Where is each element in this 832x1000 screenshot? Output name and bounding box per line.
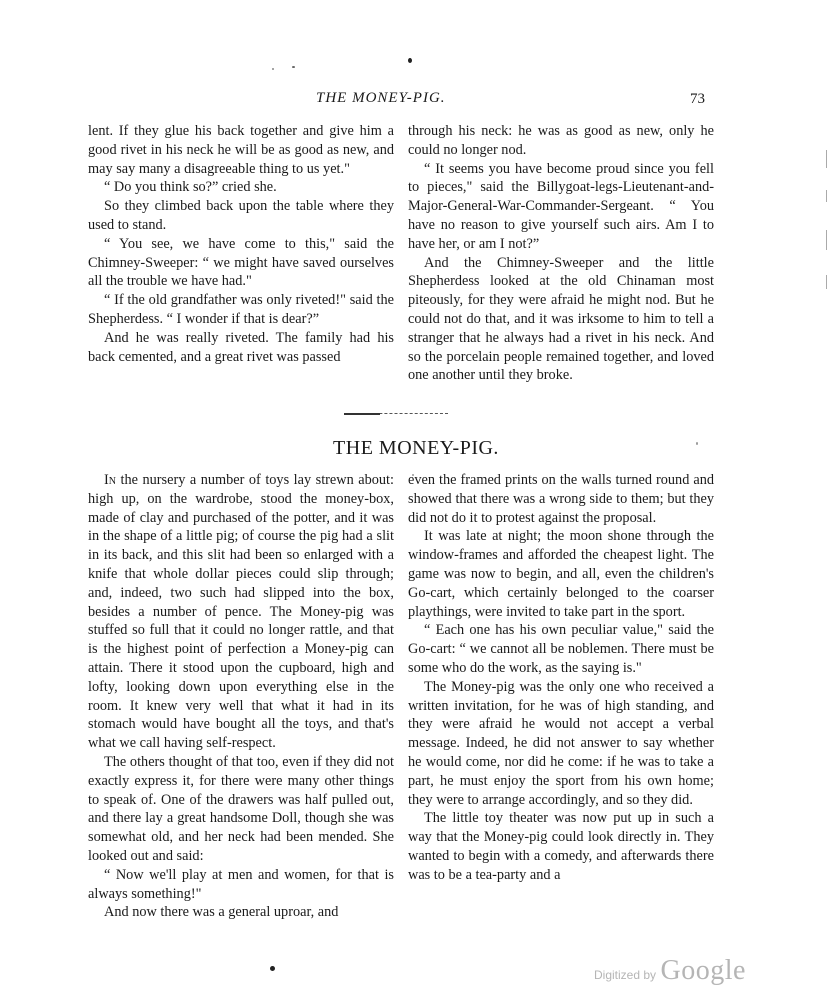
paragraph: “ If the old grandfather was only riveted!" said the Shepherdess. “ I wonder if that is dear?” [88,292,394,327]
paragraph: “ Now we'll play at men and women, for that is always something!" [88,866,394,902]
paragraph: lent. If they glue his back together and give him a good rivet in his neck he will be as good as new, and may say many a disagreeable thing to us yet." [88,123,394,177]
upper-left-column [88,122,394,366]
paragraph: It was late at night; the moon shone through the window-frames and afforded the cheapest light. The game was now to begin, and all, even the children's Go-cart, which certainly belonged to the coarser playthings, were invited to take part in the sport. [408,528,714,620]
digitization-watermark [594,955,746,987]
paragraph: “ Each one has his own peculiar value," said the Go-cart: “ we cannot all be noblemen. There must be some who do the work, as the saying is." [408,622,714,676]
opening-text: the nursery a number of toys lay strewn about: high up, on the wardrobe, stood the money-box, made of clay and purchased of the potter, and it was in the shape of a little pig; of course the pig had a slit in its back, and this slit had been so enlarged with a knife that whole dollar pieces could slip through; and, indeed, two such had slipped into the box, besides a number of pence. The Money-pig was stuffed so full that it could no longer rattle, and that is the highest point of perfection a Money-pig can attain. There it stood upon the cupboard, high and lofty, looking down upon everything else in the room. It knew very well that what it had in its stomach would have bought all the toys, and that's what we call having self-respect. [88,472,394,752]
edge-mark [826,150,827,168]
ink-dot [408,58,412,63]
page-number: 73 [690,91,705,107]
ink-dot [270,966,275,971]
edge-mark [826,190,827,202]
ink-speck [272,68,274,70]
running-title: THE MONEY-PIG. [316,90,446,106]
paragraph: “ Do you think so?” cried she. [104,179,277,196]
paragraph: And he was really riveted. The family had his back cemented, and a great rivet was passed [88,329,394,365]
section-divider [344,413,448,415]
watermark-prefix: Digitized by [594,968,657,982]
lower-left-column [88,471,394,922]
edge-mark [826,230,827,250]
lower-right-column [408,471,714,885]
paragraph: And now there was a general uproar, and [104,904,339,921]
paragraph: The Money-pig was the only one who received a written invitation, for he was of high standing, and they were afraid he would not accept a verbal message. Indeed, he did not answer to say whether he would come, nor did he come: if he was to take a part, he must enjoy the sport from his own home; they were to arrange accordingly, and so they did. [408,678,714,808]
upper-right-column [408,122,714,385]
edge-mark [826,275,827,289]
paragraph: “ You see, we have come to this," said the Chimney-Sweeper: “ we might have saved ourselves all the trouble we have had." [88,235,394,290]
ink-speck [292,66,295,68]
opening-paragraph [88,471,394,753]
paragraph: The others thought of that too, even if they did not exactly express it, for there were many other things to speak of. One of the drawers was half pulled out, and there lay a great handsome Doll, though she was somewhat old, and her neck had been mended. She looked out and said: [88,753,394,864]
story-title: THE MONEY-PIG. [333,437,499,459]
watermark-brand: Google [660,955,746,986]
paragraph: And the Chimney-Sweeper and the little Shepherdess looked at the old Chinaman most piteously, for they were afraid he might nod. But he could not do that, and it was irksome to him to tell a stranger that he always had a rivet in his neck. And so the porcelain people remained together, and loved one another until they broke. [408,254,714,384]
opening-word: In [104,472,116,488]
paragraph: The little toy theater was now put up in such a way that the Money-pig could look directly in. They wanted to begin with a comedy, and afterwards there was to be a tea-party and a [408,810,714,883]
paragraph: So they climbed back upon the table where they used to stand. [88,198,394,233]
paragraph: through his neck: he was as good as new, only he could no longer nod. [408,123,714,158]
page-edge-marks [826,150,830,300]
paragraph: even the framed prints on the walls turned round and showed that there was a wrong side to them; but they did not do it to protest against the proposal. [408,472,714,526]
paragraph: “ It seems you have become proud since you fell to pieces," said the Billygoat-legs-Lieutenant-and-Major-General-War-Commander-Sergeant. “ You have no reason to give yourself such airs. Am I to have her, or am I not?” [408,160,714,252]
